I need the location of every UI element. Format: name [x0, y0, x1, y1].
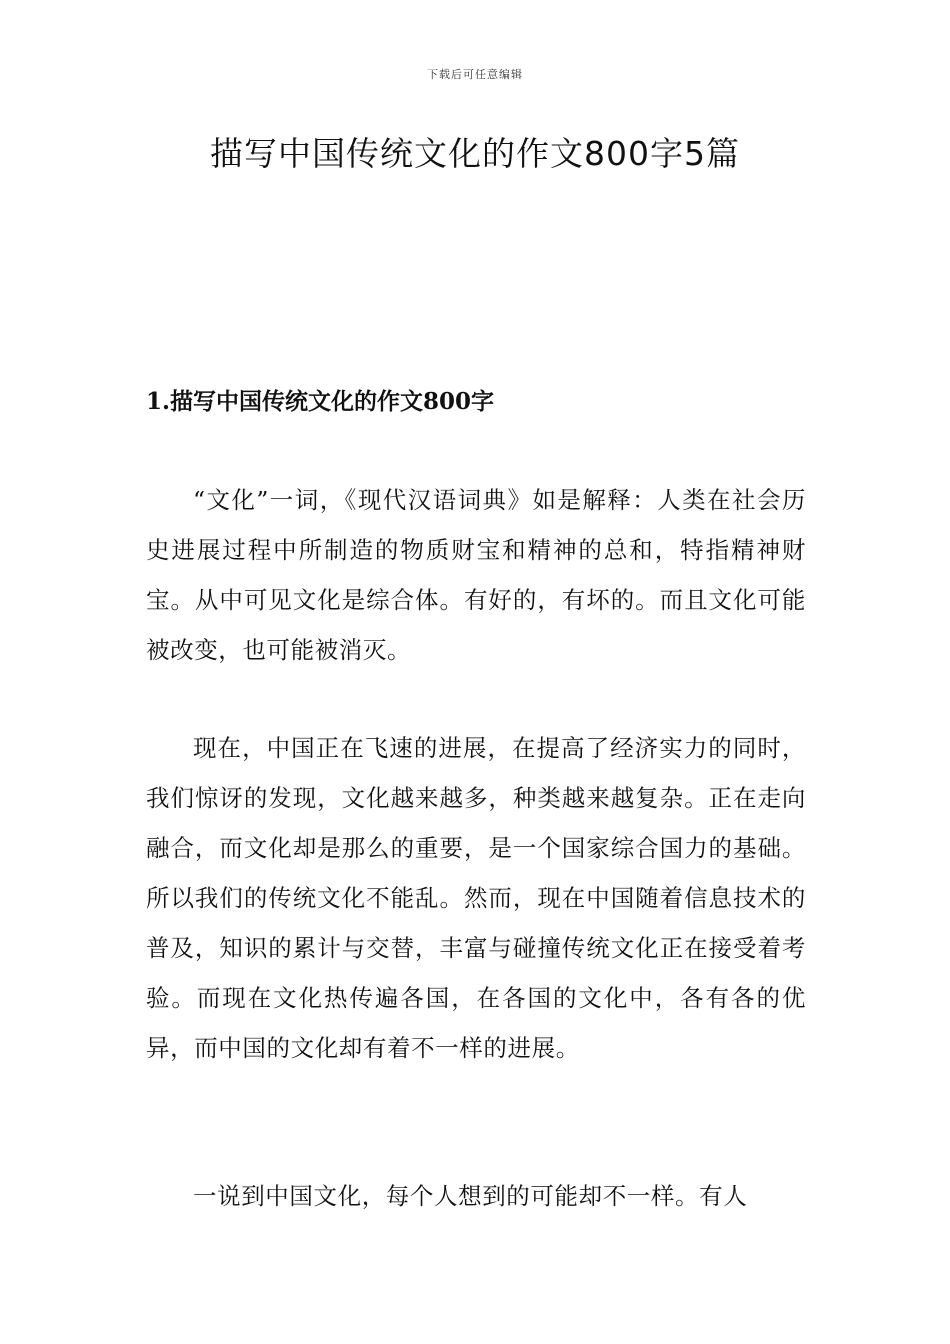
header-note: 下载后可任意编辑 [427, 68, 523, 81]
paragraph: “文化”一词，《现代汉语词典》如是解释：人类在社会历史进展过程中所制造的物质财宝和精神的总和，特指精神财宝。从中可见文化是综合体。有好的，有坏的。而且文化可能被改变，也可能被消灭。 [146, 486, 806, 664]
document-title: 描写中国传统文化的作文800字5篇 [210, 134, 740, 173]
paragraph: 一说到中国文化，每个人想到的可能却不一样。有人 [193, 1182, 748, 1210]
section-heading: 1.描写中国传统文化的作文800字 [146, 388, 495, 415]
paragraph: 现在，中国正在飞速的进展，在提高了经济实力的同时，我们惊讶的发现，文化越来越多，种类越来越复杂。正在走向融合，而文化却是那么的重要，是一个国家综合国力的基础。所以我们的传统文化不能乱。然而，现在中国随着信息技术的普及，知识的累计与交替，丰富与碰撞传统文化正在接受着考验。而现在文化热传遍各国，在各国的文化中，各有各的优异，而中国的文化却有着不一样的进展。 [146, 734, 806, 1062]
